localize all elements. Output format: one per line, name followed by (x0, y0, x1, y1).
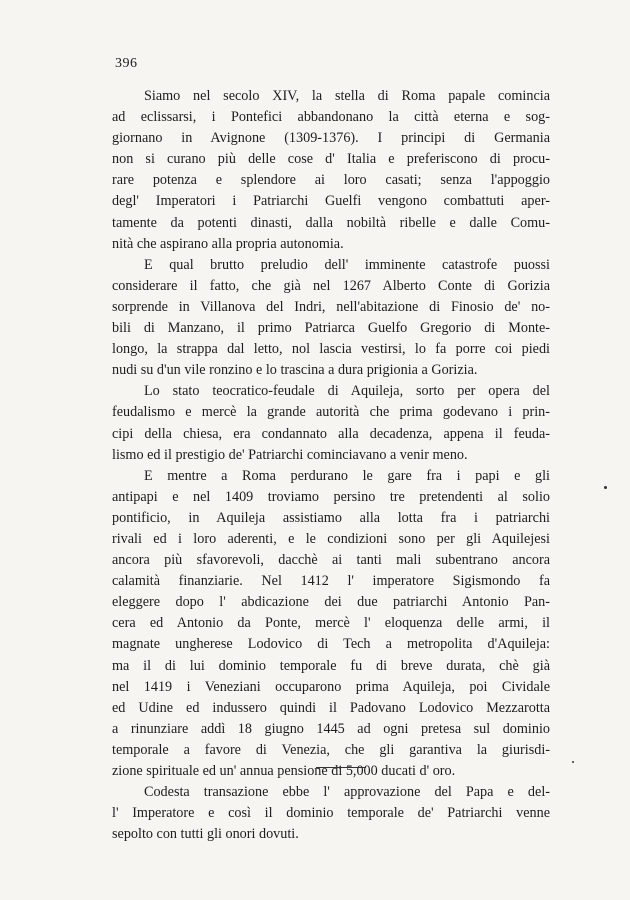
text-line: considerare il fatto, che già nel 1267 Alberto Conte di Gorizia (112, 277, 550, 294)
text-line: l' Imperatore e così il dominio temporale de' Patriarchi venne (112, 805, 550, 822)
text-line: zione spirituale ed un' annua pensione di 5,000 ducati d' oro. (112, 763, 456, 779)
text-line: eleggere dopo l' abdicazione dei due patriarchi Antonio Pan- (112, 594, 550, 611)
body-text (112, 86, 550, 845)
scan-speck (604, 486, 607, 489)
text-line: Codesta transazione ebbe l' approvazione del Papa e del- (144, 784, 550, 801)
text-line: nità che aspirano alla propria autonomia. (112, 235, 344, 252)
scan-speck (572, 761, 574, 763)
text-line: calamità finanziarie. Nel 1412 l' imperatore Sigismondo fa (112, 573, 550, 590)
text-line: nel 1419 i Veneziani occuparono prima Aquileja, poi Cividale (112, 678, 550, 695)
text-line: feudalismo e mercè la grande autorità che prima godevano i prin- (112, 404, 550, 421)
text-line: temporale a favore di Venezia, che gli garantiva la giurisdi- (112, 741, 550, 758)
paragraph (112, 255, 550, 382)
paragraph (112, 466, 550, 782)
text-line: ancora più sfavorevoli, dacchè ai tanti mali subentrano ancora (112, 552, 550, 569)
text-line: magnate ungherese Lodovico di Tech a metropolita d'Aquileja: (112, 636, 550, 653)
page-number: 396 (115, 56, 138, 71)
text-line: cipi della chiesa, era condannato alla decadenza, appena il feuda- (112, 425, 550, 442)
paragraph (112, 782, 550, 845)
text-line: a rinunziare addì 18 giugno 1445 ad ogni pretesa sul dominio (112, 720, 550, 737)
text-line: ad eclissarsi, i Pontefici abbandonano la città eterna e sog- (112, 109, 550, 126)
text-line: ma il di lui dominio temporale fu di breve durata, chè già (112, 657, 550, 674)
text-line: E mentre a Roma perdurano le gare fra i papi e gli (144, 467, 550, 484)
text-line: non si curano più delle cose d' Italia e preferiscono di procu- (112, 151, 550, 168)
text-line: pontificio, in Aquileja assistiamo alla lotta fra i patriarchi (112, 509, 550, 526)
text-line: Lo stato teocratico-feudale di Aquileja, sorto per opera del (144, 383, 550, 400)
text-line: bili di Manzano, il primo Patriarca Guelfo Gregorio di Monte- (112, 320, 550, 337)
text-line: ed Udine ed indussero quindi il Padovano Lodovico Mezzarotta (112, 699, 550, 716)
text-line: giornano in Avignone (1309-1376). I principi di Germania (112, 130, 550, 147)
text-line: sepolto con tutti gli onori dovuti. (112, 826, 299, 843)
text-line: degl' Imperatori i Patriarchi Guelfi vengono combattuti aper- (112, 193, 550, 210)
text-line: rivali ed i loro aderenti, e le condizioni sono per gli Aquilejesi (112, 530, 550, 547)
paragraph (112, 381, 550, 465)
closing-rule (316, 767, 366, 768)
text-line: longo, la strappa dal letto, nol lascia vestirsi, lo fa porre coi piedi (112, 341, 550, 358)
paragraph (112, 86, 550, 255)
text-line: antipapi e nel 1409 troviamo persino tre pretendenti al solio (112, 488, 550, 505)
text-line: cera ed Antonio da Ponte, mercè l' eloquenza delle armi, il (112, 615, 550, 632)
text-line: Siamo nel secolo XIV, la stella di Roma papale comincia (144, 88, 550, 104)
text-line: nudi su d'un vile ronzino e lo trascina a dura prigionia a Gorizia. (112, 362, 478, 379)
text-line: rare potenza e splendore ai loro casati; senza l'appoggio (112, 172, 550, 189)
text-line: sorprende in Villanova del Indri, nell'abitazione di Finosio de' no- (112, 298, 550, 315)
text-line: lismo ed il prestigio de' Patriarchi cominciavano a venir meno. (112, 446, 468, 463)
text-line: E qual brutto preludio dell' imminente catastrofe puossi (144, 256, 550, 273)
text-line: tamente da potenti dinasti, dalla nobiltà ribelle e dalle Comu- (112, 214, 550, 231)
